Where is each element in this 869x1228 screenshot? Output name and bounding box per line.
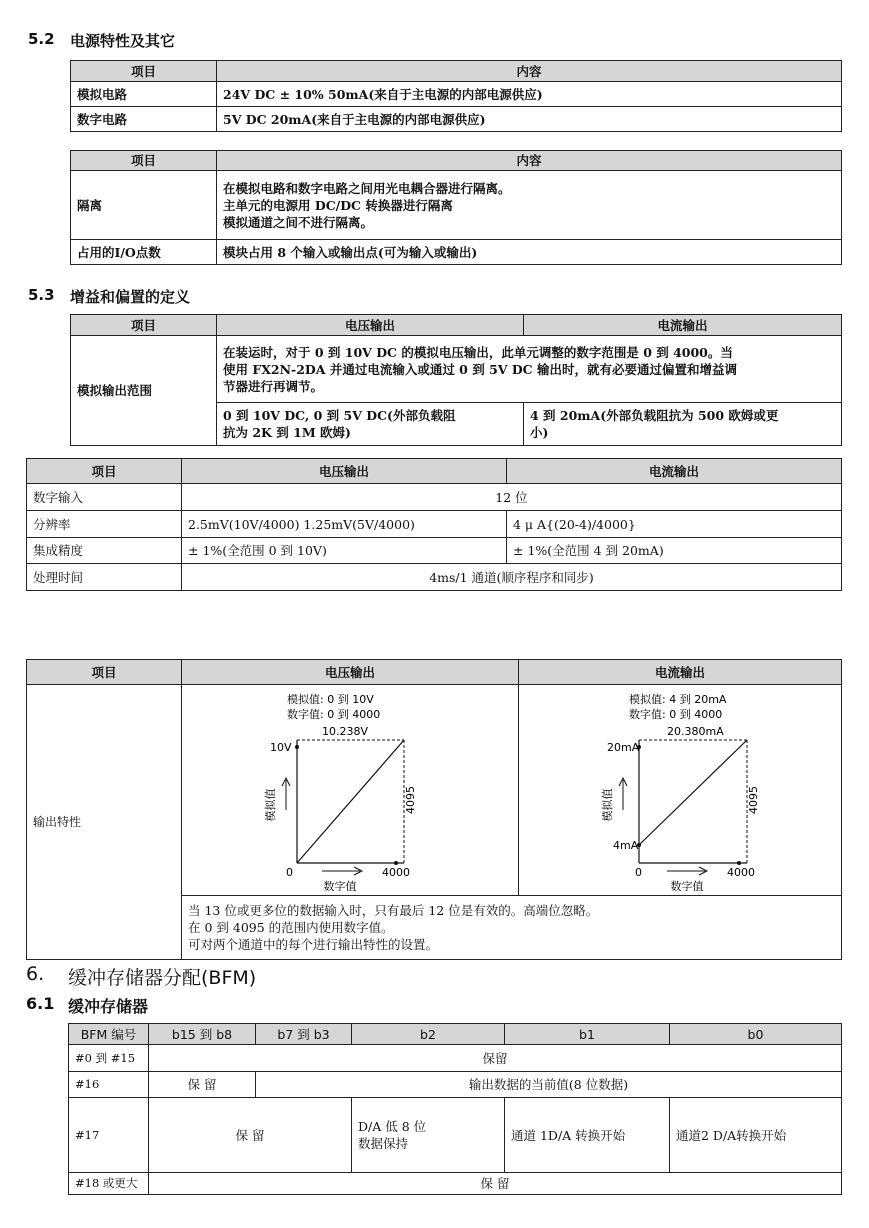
bfm-no: #0 到 #15 [69,1045,149,1072]
row-item: 模拟输出范围 [71,336,217,446]
table-header-item: 项目 [71,61,217,82]
current-4000-point [737,861,741,865]
voltage-10v-point [295,745,299,749]
current-y-tick-top: 20mA [607,741,640,754]
bfm-value: 保 留 [149,1173,842,1195]
current-label-digital: 数字值: 0 到 4000 [629,708,723,721]
row-item: 隔离 [71,171,217,240]
table-row [27,564,842,591]
row-item: 数字输入 [27,484,182,511]
bfm-value-b0: 通道2 D/A转换开始 [670,1098,842,1173]
voltage-output-diagram [182,685,517,891]
current-range-line: 4 到 20mA(外部负载阻抗为 500 欧姆或更 [530,408,779,423]
current-output-diagram [519,685,841,891]
bfm-header-b7-b3: b7 到 b3 [256,1024,352,1045]
section-6-number: 6. [26,963,45,985]
voltage-top-value: 10.238V [322,725,369,738]
bfm-header-no: BFM 编号 [69,1024,149,1045]
current-x-zero: 0 [635,866,642,879]
current-range [524,403,842,446]
current-y-axis-label: 模拟值 [601,788,614,822]
table-header-current: 电流输出 [507,459,842,484]
table-row [71,240,842,265]
current-x-max: 4000 [727,866,755,879]
range-desc-line: 节器进行再调节。 [223,378,324,394]
voltage-label-digital: 数字值: 0 到 4000 [287,708,381,721]
bfm-value-b1: 通道 1D/A 转换开始 [505,1098,670,1173]
voltage-range-line: 0 到 10V DC, 0 到 5V DC(外部负载阻 [223,408,456,423]
row-item: 模拟电路 [71,82,217,107]
bfm-b2-line: D/A 低 8 位 [358,1119,427,1134]
gain-offset-table [70,314,842,446]
table-row [71,171,842,240]
voltage-chart-cell [182,685,519,896]
table-header-current: 电流输出 [524,315,842,336]
row-current: 4 μ A{(20-4)/4000} [507,511,842,538]
section-6-1-number: 6.1 [26,994,55,1013]
section-5-3-title: 增益和偏置的定义 [70,288,191,306]
range-desc-line: 在装运时，对于 0 到 10V DC 的模拟电压输出，此单元调整的数字范围是 0 到 4000。当 [223,344,733,360]
output-characteristics-table [26,659,842,960]
voltage-range [217,403,524,446]
power-table-2 [70,150,842,265]
table-header-item: 项目 [71,315,217,336]
row-item: 处理时间 [27,564,182,591]
table-row [71,82,842,107]
table-row [27,685,842,896]
table-header-voltage: 电压输出 [182,459,507,484]
power-table-1 [70,60,842,132]
table-row [69,1072,842,1098]
note-line: 当 13 位或更多位的数据输入时，只有最后 12 位是有效的。高端位忽略。 [188,903,599,918]
row-value: 12 位 [182,484,842,511]
row-value: 4ms/1 通道(顺序程序和同步) [182,564,842,591]
bfm-table [68,1023,842,1195]
table-header-content: 内容 [217,61,842,82]
isolation-line: 在模拟电路和数字电路之间用光电耦合器进行隔离。 [223,180,511,196]
table-header-voltage: 电压输出 [217,315,524,336]
current-top-value: 20.380mA [667,725,724,738]
table-row [69,1098,842,1173]
table-row [69,1045,842,1072]
table-header-content: 内容 [217,151,842,171]
row-voltage: 2.5mV(10V/4000) 1.25mV(5V/4000) [182,511,507,538]
bfm-b2-line: 数据保持 [358,1136,409,1151]
row-current: ± 1%(全范围 4 到 20mA) [507,538,842,564]
output-notes [182,896,842,960]
isolation-line: 模拟通道之间不进行隔离。 [223,214,374,230]
current-x-axis-label: 数字值 [670,880,704,891]
section-5-2-title: 电源特性及其它 [70,32,176,50]
note-line: 在 0 到 4095 的范围内使用数字值。 [188,920,394,935]
row-item: 输出特性 [27,685,182,960]
current-label-analog: 模拟值: 4 到 20mA [629,693,727,706]
table-row [69,1173,842,1195]
bfm-header-b15-b8: b15 到 b8 [149,1024,256,1045]
voltage-characteristic-line [297,740,404,863]
row-content: 24V DC ± 10% 50mA(来自于主电源的内部电源供应) [217,82,842,107]
voltage-right-label: 4095 [404,786,417,814]
table-row [71,107,842,132]
section-5-2-number: 5.2 [28,30,55,48]
isolation-line: 主单元的电源用 DC/DC 转换器进行隔离 [223,197,453,213]
bfm-no: #16 [69,1072,149,1098]
voltage-y-axis-label: 模拟值 [264,788,277,822]
bfm-value: 输出数据的当前值(8 位数据) [256,1072,842,1098]
bfm-header-b2: b2 [352,1024,505,1045]
table-header-item: 项目 [27,459,182,484]
bfm-value-b2 [352,1098,505,1173]
bfm-value: 保 留 [149,1098,352,1173]
section-5-3-number: 5.3 [28,286,55,304]
current-y-tick-bottom: 4mA [613,839,639,852]
bfm-value: 保 留 [149,1072,256,1098]
current-range-line: 小) [530,425,549,440]
table-row [71,336,842,403]
bfm-header-b1: b1 [505,1024,670,1045]
bfm-no: #18 或更大 [69,1173,149,1195]
row-item: 集成精度 [27,538,182,564]
voltage-label-analog: 模拟值: 0 到 10V [287,693,374,706]
table-row [27,538,842,564]
offset-fixed-note [277,896,354,898]
row-voltage: ± 1%(全范围 0 到 10V) [182,538,507,564]
row-item: 数字电路 [71,107,217,132]
voltage-x-axis-label: 数字值 [323,880,357,891]
current-right-label: 4095 [747,786,760,814]
voltage-y-tick: 10V [270,741,292,754]
bfm-value: 保留 [149,1045,842,1072]
table-row [27,511,842,538]
current-characteristic-line [639,740,747,845]
voltage-x-zero: 0 [286,866,293,879]
bfm-no: #17 [69,1098,149,1173]
spec-table [26,458,842,591]
voltage-x-max: 4000 [382,866,410,879]
row-item: 分辨率 [27,511,182,538]
section-6-title: 缓冲存储器分配(BFM) [68,967,257,989]
current-chart-cell [519,685,842,896]
range-description [217,336,842,403]
table-row [27,484,842,511]
voltage-range-line: 抗为 2K 到 1M 欧姆) [223,425,351,440]
row-item: 占用的I/O点数 [71,240,217,265]
table-header-item: 项目 [27,660,182,685]
voltage-4000-point [394,861,398,865]
row-content: 模块占用 8 个输入或输出点(可为输入或输出) [217,240,842,265]
table-header-voltage: 电压输出 [182,660,519,685]
note-line: 可对两个通道中的每个进行输出特性的设置。 [188,937,439,952]
range-desc-line: 使用 FX2N-2DA 并通过电流输入或通过 0 到 5V DC 输出时，就有必要通过偏置和增益调 [223,361,737,377]
table-header-current: 电流输出 [519,660,842,685]
section-6-1-title: 缓冲存储器 [68,997,149,1016]
bfm-header-b0: b0 [670,1024,842,1045]
row-content: 5V DC 20mA(来自于主电源的内部电源供应) [217,107,842,132]
table-header-item: 项目 [71,151,217,171]
row-content [217,171,842,240]
